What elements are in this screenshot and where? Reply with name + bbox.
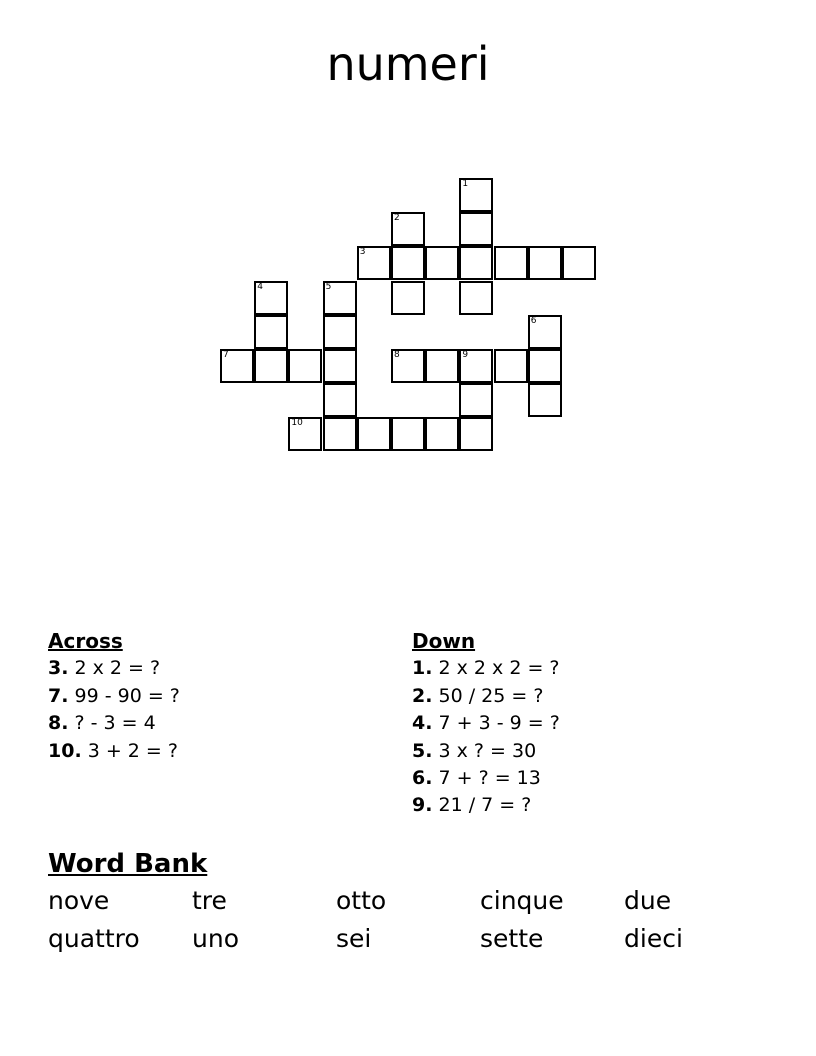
crossword-cell[interactable] xyxy=(323,315,357,349)
clue-text: 3 x ? = 30 xyxy=(438,739,537,762)
crossword-cell[interactable] xyxy=(459,178,493,212)
crossword-cell[interactable] xyxy=(528,383,562,417)
crossword-cell[interactable] xyxy=(425,349,459,383)
word-bank-word: tre xyxy=(192,886,227,915)
cell-number: 10 xyxy=(291,418,303,429)
clue-number: 8. xyxy=(48,712,69,735)
word-bank-word: quattro xyxy=(48,924,140,953)
crossword-cell[interactable] xyxy=(391,417,425,451)
crossword-cell[interactable] xyxy=(528,315,562,349)
crossword-cell[interactable] xyxy=(357,417,391,451)
page-title: numeri xyxy=(326,37,490,91)
down-clue xyxy=(412,655,560,682)
crossword-cell[interactable] xyxy=(528,246,562,280)
cell-number: 5 xyxy=(325,281,332,292)
down-clue xyxy=(412,765,560,792)
crossword-cell[interactable] xyxy=(391,246,425,280)
clue-text: 50 / 25 = ? xyxy=(438,684,544,707)
crossword-cell[interactable] xyxy=(288,417,322,451)
clue-text: 7 + 3 - 9 = ? xyxy=(438,712,560,735)
crossword-cell[interactable] xyxy=(459,212,493,246)
cell-number: 4 xyxy=(257,281,263,292)
cell-number: 7 xyxy=(223,350,229,360)
clue-text: 99 - 90 = ? xyxy=(74,684,180,707)
crossword-cell[interactable] xyxy=(288,349,322,383)
across-heading: Across xyxy=(48,629,123,653)
crossword-cell[interactable] xyxy=(254,281,288,315)
across-clue xyxy=(48,710,180,737)
crossword-cell[interactable] xyxy=(220,349,254,383)
clue-text: 2 x 2 = ? xyxy=(74,657,161,680)
crossword-cell[interactable] xyxy=(459,383,493,417)
clue-number: 9. xyxy=(412,794,433,817)
down-clue xyxy=(412,792,560,819)
word-bank-word: cinque xyxy=(480,886,564,915)
crossword-cell[interactable] xyxy=(425,417,459,451)
crossword-cell[interactable] xyxy=(323,349,357,383)
cell-number: 9 xyxy=(462,350,469,360)
word-bank-word: nove xyxy=(48,886,110,915)
clue-number: 2. xyxy=(412,684,433,707)
down-clue xyxy=(412,683,560,710)
across-clue xyxy=(48,738,180,765)
crossword-cell[interactable] xyxy=(494,246,528,280)
clue-number: 10. xyxy=(48,739,82,762)
crossword-cell[interactable] xyxy=(425,246,459,280)
crossword-cell[interactable] xyxy=(528,349,562,383)
down-clues xyxy=(412,628,560,820)
clue-text: 7 + ? = 13 xyxy=(438,767,541,790)
clue-number: 5. xyxy=(412,739,433,762)
clue-text: ? - 3 = 4 xyxy=(74,712,156,735)
clue-number: 3. xyxy=(48,657,69,680)
crossword-cell[interactable] xyxy=(459,281,493,315)
crossword-cell[interactable] xyxy=(459,417,493,451)
word-bank xyxy=(48,846,768,958)
cell-number: 1 xyxy=(462,179,469,189)
clue-text: 21 / 7 = ? xyxy=(438,794,532,817)
word-bank-word: sette xyxy=(480,924,544,953)
crossword-cell[interactable] xyxy=(494,349,528,383)
crossword-cell[interactable] xyxy=(459,246,493,280)
crossword-cell[interactable] xyxy=(391,212,425,246)
crossword-cell[interactable] xyxy=(254,349,288,383)
clue-number: 4. xyxy=(412,712,433,735)
word-bank-heading: Word Bank xyxy=(48,849,208,879)
across-clue xyxy=(48,683,180,710)
word-bank-word: otto xyxy=(336,886,387,915)
crossword-cell[interactable] xyxy=(357,246,391,280)
clue-text: 3 + 2 = ? xyxy=(87,739,178,762)
across-clues xyxy=(48,628,180,765)
word-bank-list xyxy=(48,882,768,958)
cell-number: 6 xyxy=(530,315,537,326)
crossword-cell[interactable] xyxy=(562,246,596,280)
word-bank-word: uno xyxy=(192,924,239,953)
cell-number: 2 xyxy=(394,213,400,224)
clue-text: 2 x 2 x 2 = ? xyxy=(438,657,560,680)
word-bank-word: due xyxy=(624,886,672,915)
cell-number: 3 xyxy=(359,247,366,258)
crossword-cell[interactable] xyxy=(323,281,357,315)
clue-number: 1. xyxy=(412,657,433,680)
crossword-cell[interactable] xyxy=(459,349,493,383)
crossword-cell[interactable] xyxy=(391,349,425,383)
cell-number: 8 xyxy=(394,350,400,360)
crossword-grid xyxy=(0,0,816,470)
word-bank-word: sei xyxy=(336,924,372,953)
crossword-cell[interactable] xyxy=(323,383,357,417)
crossword-cell[interactable] xyxy=(254,315,288,349)
clue-number: 6. xyxy=(412,767,433,790)
clue-number: 7. xyxy=(48,684,69,707)
crossword-cell[interactable] xyxy=(323,417,357,451)
down-clue xyxy=(412,738,560,765)
crossword-cell[interactable] xyxy=(391,281,425,315)
across-clue xyxy=(48,655,180,682)
word-bank-word: dieci xyxy=(624,924,683,953)
down-clue xyxy=(412,710,560,737)
down-heading: Down xyxy=(412,629,476,653)
